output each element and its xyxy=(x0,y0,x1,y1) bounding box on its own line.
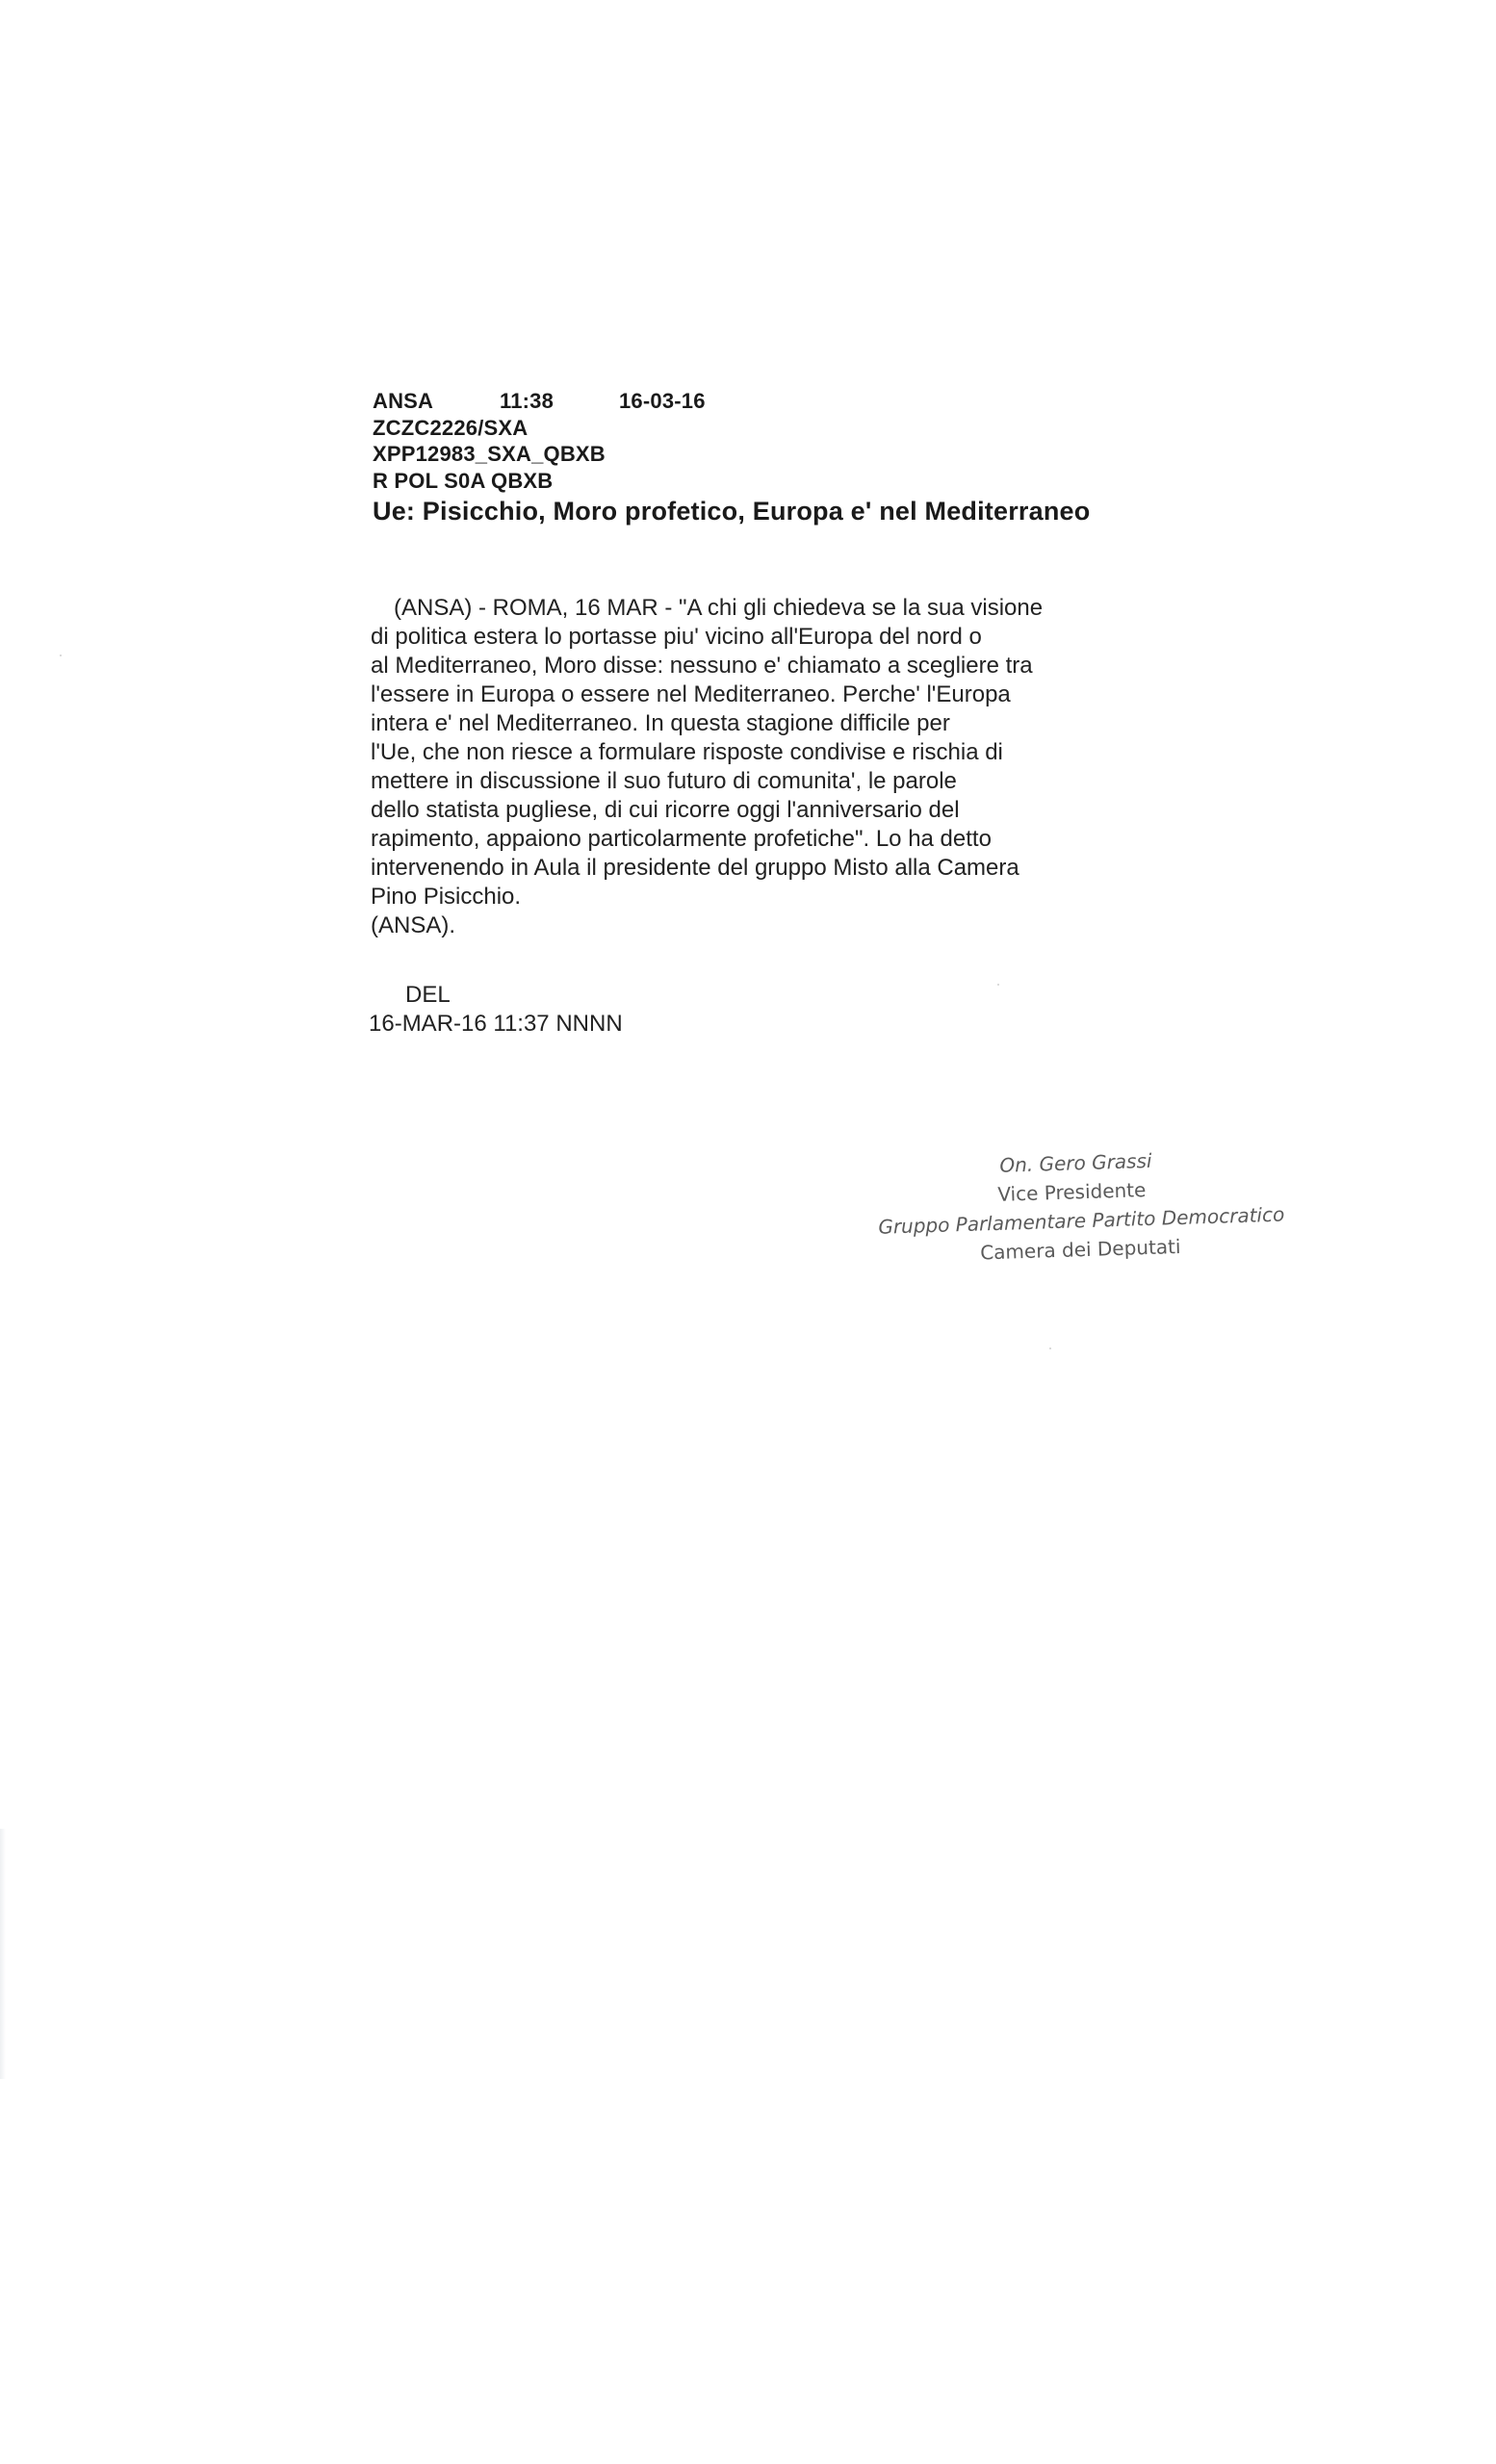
body-line: l'essere in Europa o essere nel Mediterraneo. Perche' l'Europa xyxy=(371,681,1011,707)
dispatch-time: 11:38 xyxy=(500,389,555,413)
dispatch-date: 16-03-16 xyxy=(619,389,706,413)
stamp-chamber: Camera dei Deputati xyxy=(979,1234,1181,1265)
article-body xyxy=(371,594,1122,940)
header-code-1: ZCZC2226/SXA xyxy=(373,415,529,440)
body-line: mettere in discussione il suo futuro di comunita', le parole xyxy=(371,768,957,794)
stamp-role: Vice Presidente xyxy=(996,1178,1147,1206)
scan-speck xyxy=(1049,1348,1051,1349)
header-code-2: XPP12983_SXA_QBXB xyxy=(373,442,606,466)
headline: Ue: Pisicchio, Moro profetico, Europa e' nel Mediterraneo xyxy=(373,497,1091,526)
header-first-line xyxy=(373,388,1090,415)
scan-speck xyxy=(997,984,999,986)
body-line: l'Ue, che non riesce a formulare risposte condivise e rischia di xyxy=(371,739,1003,765)
scan-edge-artifact xyxy=(0,1829,6,2079)
header-code-3: R POL S0A QBXB xyxy=(373,468,554,493)
signature-stamp xyxy=(871,1142,1289,1270)
wire-footer xyxy=(369,981,623,1039)
body-line: al Mediterraneo, Moro disse: nessuno e' chiamato a scegliere tra xyxy=(371,653,1033,679)
wire-header xyxy=(373,388,1090,527)
body-line: (ANSA) - ROMA, 16 MAR - "A chi gli chiedeva se la sua visione xyxy=(394,595,1044,621)
scan-speck xyxy=(60,654,62,656)
body-line: intera e' nel Mediterraneo. In questa stagione difficile per xyxy=(371,710,950,736)
body-line: Pino Pisicchio. xyxy=(371,884,522,910)
agency-name: ANSA xyxy=(373,389,434,413)
body-line: dello statista pugliese, di cui ricorre oggi l'anniversario del xyxy=(371,797,960,823)
stamp-group: Gruppo Parlamentare Partito Democratico xyxy=(877,1202,1285,1239)
body-line: rapimento, appaiono particolarmente profetiche". Lo ha detto xyxy=(371,826,992,852)
body-line: (ANSA). xyxy=(371,912,456,938)
stamp-name: On. Gero Grassi xyxy=(999,1148,1152,1177)
footer-timestamp: 16-MAR-16 11:37 NNNN xyxy=(369,1011,623,1037)
body-line: intervenendo in Aula il presidente del gruppo Misto alla Camera xyxy=(371,855,1019,881)
body-line: di politica estera lo portasse piu' vicino all'Europa del nord o xyxy=(371,624,982,650)
del-marker: DEL xyxy=(405,982,451,1008)
